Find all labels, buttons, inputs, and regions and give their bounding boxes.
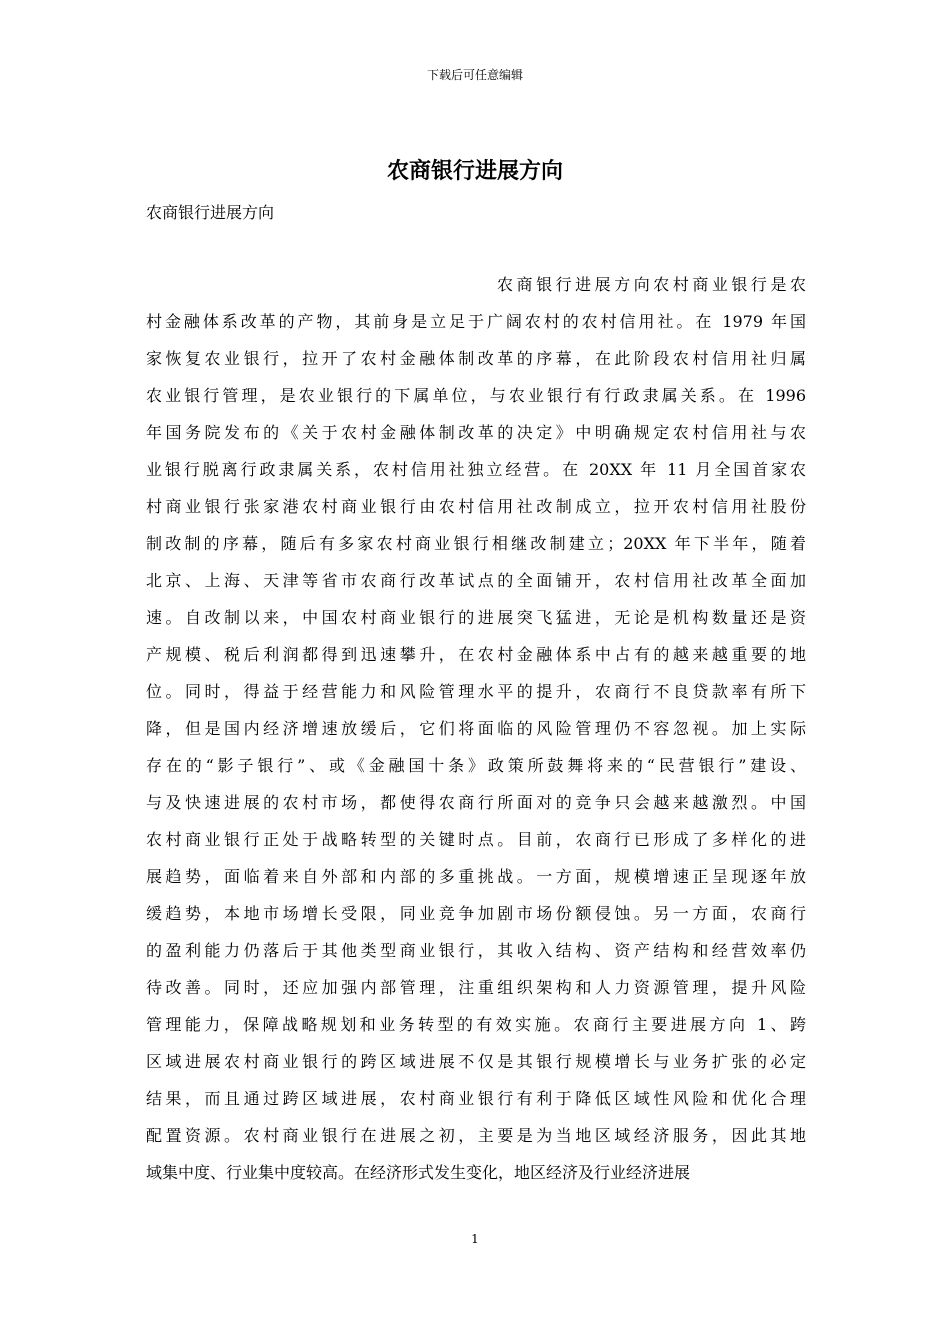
body-line: 区域进展农村商业银行的跨区域进展不仅是其银行规模增长与业务扩张的必定 xyxy=(146,1052,806,1071)
body-line: 展趋势，面临着来自外部和内部的多重挑战。一方面，规模增速正呈现逐年放 xyxy=(146,867,806,886)
body-line: 降，但是国内经济增速放缓后，它们将面临的风险管理仍不容忽视。加上实际 xyxy=(146,719,806,738)
body-line: 管理能力，保障战略规划和业务转型的有效实施。农商行主要进展方向 1、跨 xyxy=(146,1015,806,1034)
page-header-note: 下载后可任意编辑 xyxy=(426,68,523,82)
body-line: 村金融体系改革的产物，其前身是立足于广阔农村的农村信用社。在 1979 年国 xyxy=(146,312,806,331)
document-title: 农商银行进展方向 xyxy=(386,158,563,184)
body-line: 农业银行管理，是农业银行的下属单位，与农业银行有行政隶属关系。在 1996 xyxy=(146,386,806,405)
body-line: 缓趋势，本地市场增长受限，同业竞争加剧市场份额侵蚀。另一方面，农商行 xyxy=(146,904,806,923)
body-line: 速。自改制以来，中国农村商业银行的进展突飞猛进，无论是机构数量还是资 xyxy=(146,608,806,627)
document-subtitle: 农商银行进展方向 xyxy=(146,203,275,222)
body-line: 农商银行进展方向农村商业银行是农 xyxy=(497,275,806,294)
body-line: 家恢复农业银行，拉开了农村金融体制改革的序幕，在此阶段农村信用社归属 xyxy=(146,349,806,368)
body-line: 农村商业银行正处于战略转型的关键时点。目前，农商行已形成了多样化的进 xyxy=(146,830,806,849)
body-line: 位。同时，得益于经营能力和风险管理水平的提升，农商行不良贷款率有所下 xyxy=(146,682,806,701)
body-line: 年国务院发布的《关于农村金融体制改革的决定》中明确规定农村信用社与农 xyxy=(146,423,806,442)
page-number: 1 xyxy=(471,1232,479,1246)
body-line: 北京、上海、天津等省市农商行改革试点的全面铺开，农村信用社改革全面加 xyxy=(146,571,806,590)
body-line: 配置资源。农村商业银行在进展之初，主要是为当地区域经济服务，因此其地 xyxy=(146,1126,806,1145)
body-line: 存在的“影子银行”、或《金融国十条》政策所鼓舞将来的“民营银行”建设、 xyxy=(146,756,806,775)
body-line: 产规模、税后利润都得到迅速攀升，在农村金融体系中占有的越来越重要的地 xyxy=(146,645,806,664)
body-line: 业银行脱离行政隶属关系，农村信用社独立经营。在 20XX 年 11 月全国首家农 xyxy=(146,460,806,479)
body-line: 制改制的序幕，随后有多家农村商业银行相继改制建立；20XX 年下半年，随着 xyxy=(146,534,806,553)
body-line: 域集中度、行业集中度较高。在经济形式发生变化，地区经济及行业经济进展 xyxy=(146,1163,691,1182)
body-line: 待改善。同时，还应加强内部管理，注重组织架构和人力资源管理，提升风险 xyxy=(146,978,806,997)
body-line: 与及快速进展的农村市场，都使得农商行所面对的竞争只会越来越激烈。中国 xyxy=(146,793,806,812)
body-line: 结果，而且通过跨区域进展，农村商业银行有利于降低区域性风险和优化合理 xyxy=(146,1089,806,1108)
body-line: 村商业银行张家港农村商业银行由农村信用社改制成立，拉开农村信用社股份 xyxy=(146,497,806,516)
body-line: 的盈利能力仍落后于其他类型商业银行，其收入结构、资产结构和经营效率仍 xyxy=(146,941,806,960)
